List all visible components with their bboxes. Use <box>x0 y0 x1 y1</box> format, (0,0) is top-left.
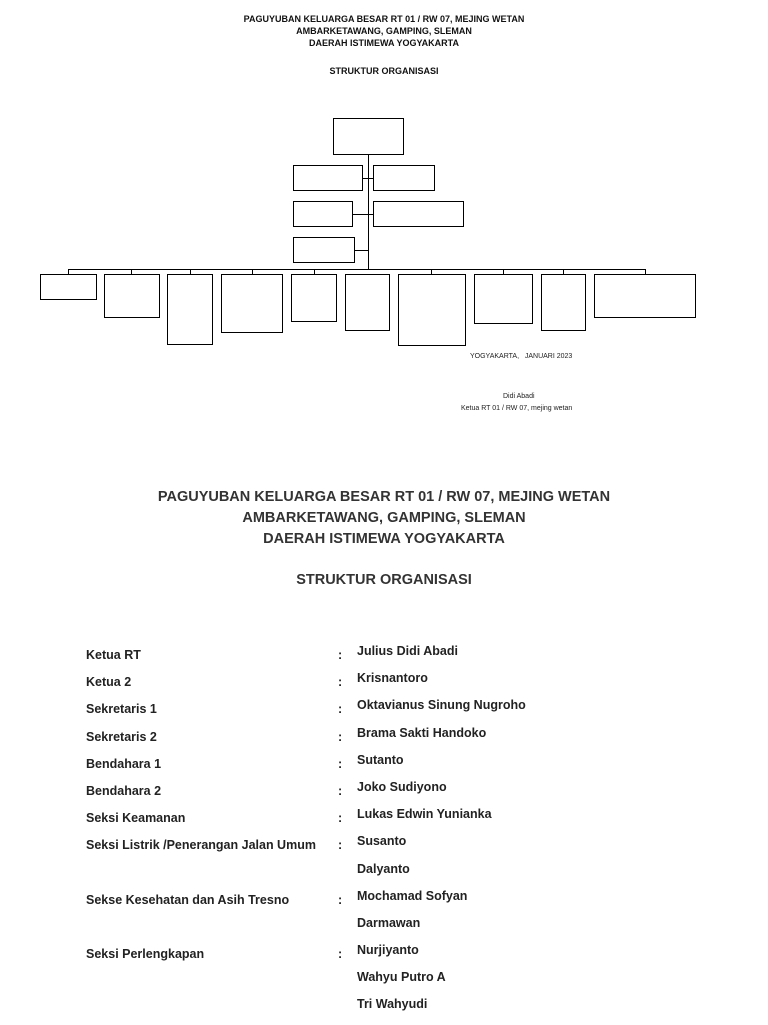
chart-box <box>40 274 97 300</box>
member-row <box>86 644 726 671</box>
member-role: Seksi Keamanan <box>86 811 186 826</box>
member-name: Lukas Edwin Yunianka <box>357 807 492 822</box>
chart-box <box>293 237 355 263</box>
chart-connector <box>363 178 373 179</box>
member-name: Brama Sakti Handoko <box>357 725 487 740</box>
member-name: Susanto <box>357 834 407 849</box>
member-row <box>86 726 726 753</box>
member-colon: : <box>338 702 343 717</box>
member-colon: : <box>338 648 343 662</box>
chart-box <box>221 274 283 333</box>
member-name: Krisnantoro <box>357 671 428 686</box>
member-name: Darmawan <box>357 915 421 930</box>
chart-box <box>373 201 464 227</box>
member-row <box>86 970 726 997</box>
member-row <box>86 780 726 807</box>
member-colon: : <box>338 811 343 826</box>
chart-box <box>474 274 533 324</box>
top-header-line3: DAERAH ISTIMEWA YOGYAKARTA <box>308 38 459 48</box>
member-role: Sekretaris 1 <box>86 702 157 717</box>
member-row <box>86 889 726 916</box>
member-name: Joko Sudiyono <box>357 779 447 794</box>
chart-box <box>398 274 466 346</box>
chart-box <box>291 274 337 322</box>
chart-box-ketua <box>333 118 404 155</box>
member-colon: : <box>338 838 343 853</box>
chart-bus-line <box>68 269 646 270</box>
chart-box <box>167 274 213 345</box>
member-row <box>86 943 726 970</box>
chart-box <box>293 201 353 227</box>
member-name: Nurjiyanto <box>357 943 419 958</box>
member-name: Julius Didi Abadi <box>357 644 458 658</box>
member-name: Tri Wahyudi <box>357 997 428 1012</box>
member-role: Sekse Kesehatan dan Asih Tresno <box>86 892 290 907</box>
bottom-header <box>0 487 768 550</box>
bottom-header-line2: AMBARKETAWANG, GAMPING, SLEMAN <box>242 510 526 526</box>
member-name: Sutanto <box>357 752 404 767</box>
member-role: Bendahara 1 <box>86 756 162 771</box>
member-role: Bendahara 2 <box>86 783 162 798</box>
top-header-line1: PAGUYUBAN KELUARGA BESAR RT 01 / RW 07, MEJING WETAN <box>243 14 525 24</box>
member-name: Dalyanto <box>357 861 410 876</box>
chart-connector <box>353 214 373 215</box>
member-row <box>86 753 726 780</box>
chart-box <box>373 165 435 191</box>
chart-box <box>293 165 363 191</box>
chart-box <box>345 274 390 331</box>
top-title: STRUKTUR ORGANISASI <box>329 66 439 76</box>
bottom-title: STRUKTUR ORGANISASI <box>296 572 472 588</box>
org-chart <box>0 0 768 360</box>
signature-position: Ketua RT 01 / RW 07, mejing wetan <box>461 405 573 412</box>
member-row <box>86 997 726 1024</box>
member-colon: : <box>338 783 343 798</box>
member-role: Ketua RT <box>86 648 141 662</box>
chart-connector <box>355 250 369 251</box>
member-list <box>86 644 726 1025</box>
member-row <box>86 862 726 889</box>
bottom-header-line1: PAGUYUBAN KELUARGA BESAR RT 01 / RW 07, MEJING WETAN <box>157 489 611 505</box>
member-colon: : <box>338 729 343 744</box>
member-row <box>86 698 726 725</box>
member-row <box>86 671 726 698</box>
member-row <box>86 916 726 943</box>
member-name: Wahyu Putro A <box>357 970 446 985</box>
signature-place-date: YOGYAKARTA, JANUARI 2023 <box>470 353 573 360</box>
member-role: Ketua 2 <box>86 675 132 690</box>
chart-box <box>541 274 586 331</box>
chart-box <box>594 274 696 318</box>
chart-trunk-line <box>368 154 369 270</box>
bottom-header-line3: DAERAH ISTIMEWA YOGYAKARTA <box>263 531 505 547</box>
signature-name: Didi Abadi <box>503 393 535 400</box>
member-colon: : <box>338 947 343 962</box>
chart-box <box>104 274 160 318</box>
top-header-line2: AMBARKETAWANG, GAMPING, SLEMAN <box>296 26 472 36</box>
member-row <box>86 834 726 861</box>
member-role: Sekretaris 2 <box>86 729 157 744</box>
member-colon: : <box>338 756 343 771</box>
member-role: Seksi Listrik /Penerangan Jalan Umum <box>86 838 316 853</box>
member-colon: : <box>338 892 343 907</box>
member-name: Oktavianus Sinung Nugroho <box>357 698 526 713</box>
member-role: Seksi Perlengkapan <box>86 947 205 962</box>
member-name: Mochamad Sofyan <box>357 888 468 903</box>
member-colon: : <box>338 675 343 690</box>
member-row <box>86 807 726 834</box>
